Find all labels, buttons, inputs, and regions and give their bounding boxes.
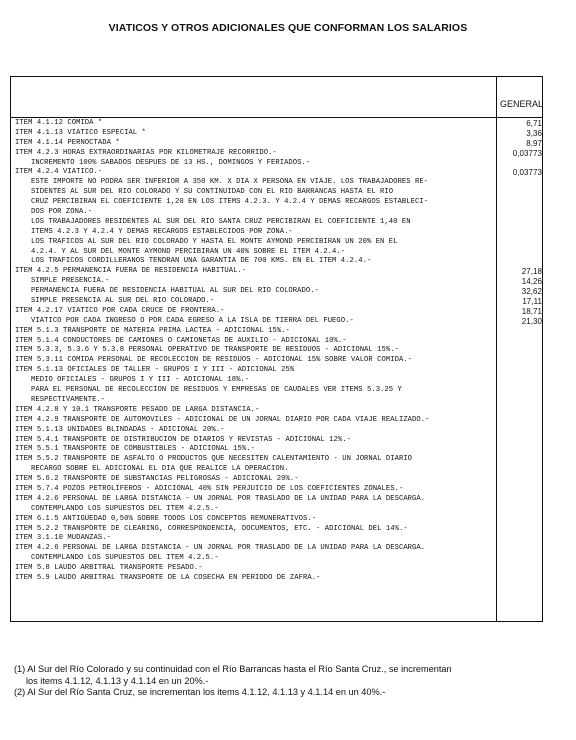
row-value: 21,30 xyxy=(521,316,542,326)
table-row xyxy=(11,416,542,426)
table-row xyxy=(11,228,542,238)
table-row xyxy=(11,129,542,139)
row-value: 17,11 xyxy=(522,297,542,307)
table-row xyxy=(11,436,542,446)
row-text: RESPECTIVAMENTE.- xyxy=(31,395,106,404)
table-row xyxy=(11,168,542,178)
table-body xyxy=(11,119,542,584)
row-text: INCREMENTO 100% SABADOS DESPUES DE 13 HS., DOMINGOS Y FERIADOS.- xyxy=(31,158,311,167)
table-row xyxy=(11,574,542,584)
row-text: ITEM 5.1.3 TRANSPORTE DE MATERIA PRIMA LACTEA - ADICIONAL 15%.- xyxy=(15,326,290,335)
header-divider xyxy=(11,117,542,118)
table-row xyxy=(11,149,542,159)
row-text: ITEM 4.2.6 PERSONAL DE LARGA DISTANCIA - UN JORNAL POR TRASLADO DE LA UNIDAD PARA LA DESCARGA. xyxy=(15,494,426,503)
row-text: ITEM 5.5.1 TRANSPORTE DE COMBUSTIBLES - ADICIONAL 15%.- xyxy=(15,445,255,454)
row-text: DOS POR ZONA.- xyxy=(31,208,93,217)
table-row xyxy=(11,257,542,267)
table-row xyxy=(11,267,542,277)
row-text: ITEM 4.2.3 HORAS EXTRAORDINARIAS POR KILOMETRAJE RECORRIDO.- xyxy=(15,148,277,157)
table-row xyxy=(11,534,542,544)
row-text: ITEM 6.1.5 ANTIGUEDAD 0,50% SOBRE TODOS LOS CONCEPTOS REMUNERATIVOS.- xyxy=(15,514,317,523)
row-value: 14,26 xyxy=(521,277,542,287)
row-text: ITEM 5.4.1 TRANSPORTE DE DISTRIBUCION DE DIARIOS Y REVISTAS - ADICIONAL 12%.- xyxy=(15,435,351,444)
footnotes xyxy=(14,664,569,699)
row-text: ITEM 5.2.2 TRANSPORTE DE CLEARING, CORRESPONDENCIA, DOCUMENTOS, ETC. - ADICIONAL DEL 14%.- xyxy=(15,524,408,533)
table-row xyxy=(11,287,542,297)
column-header-general: GENERAL xyxy=(499,99,543,109)
table-row xyxy=(11,238,542,248)
table-row xyxy=(11,317,542,327)
row-text: ITEM 5.1.13 OFICIALES DE TALLER - GRUPOS I Y III - ADICIONAL 25% xyxy=(15,366,295,375)
row-text: ITEM 4.1.12 COMIDA * xyxy=(15,119,103,127)
row-text: ITEM 5.3.11 COMIDA PERSONAL DE RECOLECCION DE RESIDUOS - ADICIONAL 15% SOBRE VALOR COMIDA.- xyxy=(15,356,413,365)
row-text: PARA EL PERSONAL DE RECOLECCION DE RESIDUOS Y EMPRESAS DE CAUDALES VER ITEMS 5.3.25 Y xyxy=(31,386,402,395)
row-text: ITEM 5.9 LAUDO ARBITRAL TRANSPORTE DE LA COSECHA EN PERIODO DE ZAFRA.- xyxy=(15,573,321,582)
table-row xyxy=(11,554,542,564)
row-text: CONTEMPLANDO LOS SUPUESTOS DEL ITEM 4.2.5.- xyxy=(31,554,219,563)
row-text: ITEM 5.8 LAUDO ARBITRAL TRANSPORTE PESADO.- xyxy=(15,564,203,573)
row-text: ITEM 4.2.8 Y 10.1 TRANSPORTE PESADO DE LARGA DISTANCIA.- xyxy=(15,405,260,414)
row-text: ITEM 4.2.4 VIATICO.- xyxy=(15,168,103,177)
footnote-1-line-1: (1) Al Sur del Río Colorado y su continuidad con el Río Barrancas hasta el Río Santa Cruz., se incrementan xyxy=(14,664,452,674)
table-row xyxy=(11,485,542,495)
table-row xyxy=(11,178,542,188)
table-row xyxy=(11,445,542,455)
table-row xyxy=(11,346,542,356)
row-text: ITEM 3.1.10 MUDANZAS.- xyxy=(15,534,111,543)
footnote-2: (2) Al Sur del Río Santa Cruz, se incrementan los items 4.1.12, 4.1.13 y 4.1.14 en un 40%.- xyxy=(14,687,386,697)
row-text: SIMPLE PRESENCIA.- xyxy=(31,277,110,286)
table-row xyxy=(11,515,542,525)
row-text: SIMPLE PRESENCIA AL SUR DEL RIO COLORADO.- xyxy=(31,297,215,306)
row-value: 8,97 xyxy=(526,138,542,148)
table-row xyxy=(11,198,542,208)
table-row xyxy=(11,366,542,376)
table-row xyxy=(11,356,542,366)
row-text: RECARGO SOBRE EL ADICIONAL EL DIA QUE REALICE LA OPERACION. xyxy=(31,465,289,474)
row-text: CONTEMPLANDO LOS SUPUESTOS DEL ITEM 4.2.5.- xyxy=(31,504,219,513)
row-value: 27,18 xyxy=(521,267,542,277)
row-text: ITEM 5.6.2 TRANSPORTE DE SUBSTANCIAS PELIGROSAS - ADICIONAL 20%.- xyxy=(15,475,299,484)
table-row xyxy=(11,159,542,169)
row-text: ITEM 4.2.5 PERMANENCIA FUERA DE RESIDENCIA HABITUAL.- xyxy=(15,267,247,276)
table-row xyxy=(11,376,542,386)
table-row xyxy=(11,475,542,485)
row-text: ITEM 5.5.2 TRANSPORTE DE ASFALTO O PRODUCTOS QUE NECESITEN CALENTAMIENTO - UN JORNAL DIARIO xyxy=(15,455,413,464)
table-row xyxy=(11,248,542,258)
row-value: 0,03773 xyxy=(512,168,542,178)
row-text: ITEM 5.3.3, 5.3.6 Y 5.3.8 PERSONAL OPERATIVO DE TRANSPORTE DE RESIDUOS - ADICIONAL 15%.- xyxy=(15,346,399,355)
row-text: ITEMS 4.2.3 Y 4.2.4 Y DEMAS RECARGOS ESTABLECIDOS POR ZONA.- xyxy=(31,227,293,236)
row-value: 32,62 xyxy=(521,287,542,297)
table-row xyxy=(11,139,542,149)
table-row xyxy=(11,426,542,436)
row-text: ESTE IMPORTE NO PODRA SER INFERIOR A 350 KM. X DIA X PERSONA EN VIAJE. LOS TRABAJADORES RE- xyxy=(31,178,429,187)
table-row xyxy=(11,544,542,554)
row-text: LOS TRAFICOS CORDILLERANOS TENDRAN UNA GARANTIA DE 700 KMS. EN EL ITEM 4.2.4.- xyxy=(31,257,372,266)
row-text: VIATICO POR CADA INGRESO O POR CADA EGRESO A LA ISLA DE TIERRA DEL FUEGO.- xyxy=(31,316,354,325)
table-row xyxy=(11,396,542,406)
row-text: CRUZ PERCIBIRAN EL COEFICIENTE 1,20 EN LOS ITEMS 4.2.3. Y 4.2.4 Y DEMAS RECARGOS ESTABLECI- xyxy=(31,198,429,207)
row-text: ITEM 4.2.17 VIATICO POR CADA CRUCE DE FRONTERA.- xyxy=(15,306,225,315)
table-row xyxy=(11,119,542,129)
row-text: PERMANENCIA FUERA DE RESIDENCIA HABITUAL AL SUR DEL RIO COLORADO.- xyxy=(31,287,319,296)
row-text: ITEM 5.7.4 POZOS PETROLIFEROS - ADICIONAL 40% SIN PERJUICIO DE LOS COEFICIENTES ZONALES.- xyxy=(15,484,404,493)
table-row xyxy=(11,465,542,475)
footnote-1-line-2: los items 4.1.12, 4.1.13 y 4.1.14 en un 20%.- xyxy=(26,675,209,686)
table-row xyxy=(11,564,542,574)
table-row xyxy=(11,406,542,416)
row-text: ITEM 5.1.13 UNIDADES BLINDADAS - ADICIONAL 20%.- xyxy=(15,425,225,434)
table-row xyxy=(11,386,542,396)
row-text: 4.2.4. Y AL SUR DEL MONTE AYMOND PERCIBIRAN UN 40% SOBRE EL ITEM 4.2.4.- xyxy=(31,247,346,256)
table-row xyxy=(11,277,542,287)
footnote-1 xyxy=(14,664,569,687)
table-row xyxy=(11,455,542,465)
table-row xyxy=(11,307,542,317)
table-row xyxy=(11,218,542,228)
row-text: ITEM 4.2.9 TRANSPORTE DE AUTOMOVILES - ADICIONAL DE UN JORNAL DIARIO POR CADA VIAJE REALIZADO.- xyxy=(15,415,430,424)
table-row xyxy=(11,505,542,515)
row-text: LOS TRABAJADORES RESIDENTES AL SUR DEL RIO SANTA CRUZ PERCIBIRAN EL COEFICIENTE 1,40 EN xyxy=(31,217,411,226)
page-title: VIATICOS Y OTROS ADICIONALES QUE CONFORMAN LOS SALARIOS xyxy=(108,22,468,34)
row-text: ITEM 4.2.6 PERSONAL DE LARGA DISTANCIA - UN JORNAL POR TRASLADO DE LA UNIDAD PARA LA DESCARGA. xyxy=(15,544,426,553)
row-value: 3,36 xyxy=(526,128,542,138)
row-value: 18,71 xyxy=(521,306,542,316)
row-text: ITEM 5.1.4 CONDUCTORES DE CAMIONES O CAMIONETAS DE AUXILIO - ADICIONAL 10%.- xyxy=(15,336,347,345)
table-row xyxy=(11,495,542,505)
table-row xyxy=(11,208,542,218)
row-text: LOS TRAFICOS AL SUR DEL RIO COLORADO Y HASTA EL MONTE AYMOND PERCIBIRAN UN 20% EN EL xyxy=(31,237,398,246)
row-text: ITEM 4.1.13 VIATICO ESPECIAL * xyxy=(15,128,146,137)
table-row xyxy=(11,188,542,198)
row-text: ITEM 4.1.14 PERNOCTADA * xyxy=(15,138,120,147)
table-row xyxy=(11,297,542,307)
row-text: SIDENTES AL SUR DEL RIO COLORADO Y SU CONTINUIDAD CON EL RIO BARRANCAS HASTA EL RIO xyxy=(31,188,394,197)
row-value: 6,71 xyxy=(526,119,542,128)
table-row xyxy=(11,337,542,347)
table-row xyxy=(11,525,542,535)
row-text: MEDIO OFICIALES - GRUPOS I Y III - ADICIONAL 18%.- xyxy=(31,376,250,385)
table-row xyxy=(11,327,542,337)
salary-table xyxy=(10,76,543,622)
row-value: 0,03773 xyxy=(512,148,542,158)
